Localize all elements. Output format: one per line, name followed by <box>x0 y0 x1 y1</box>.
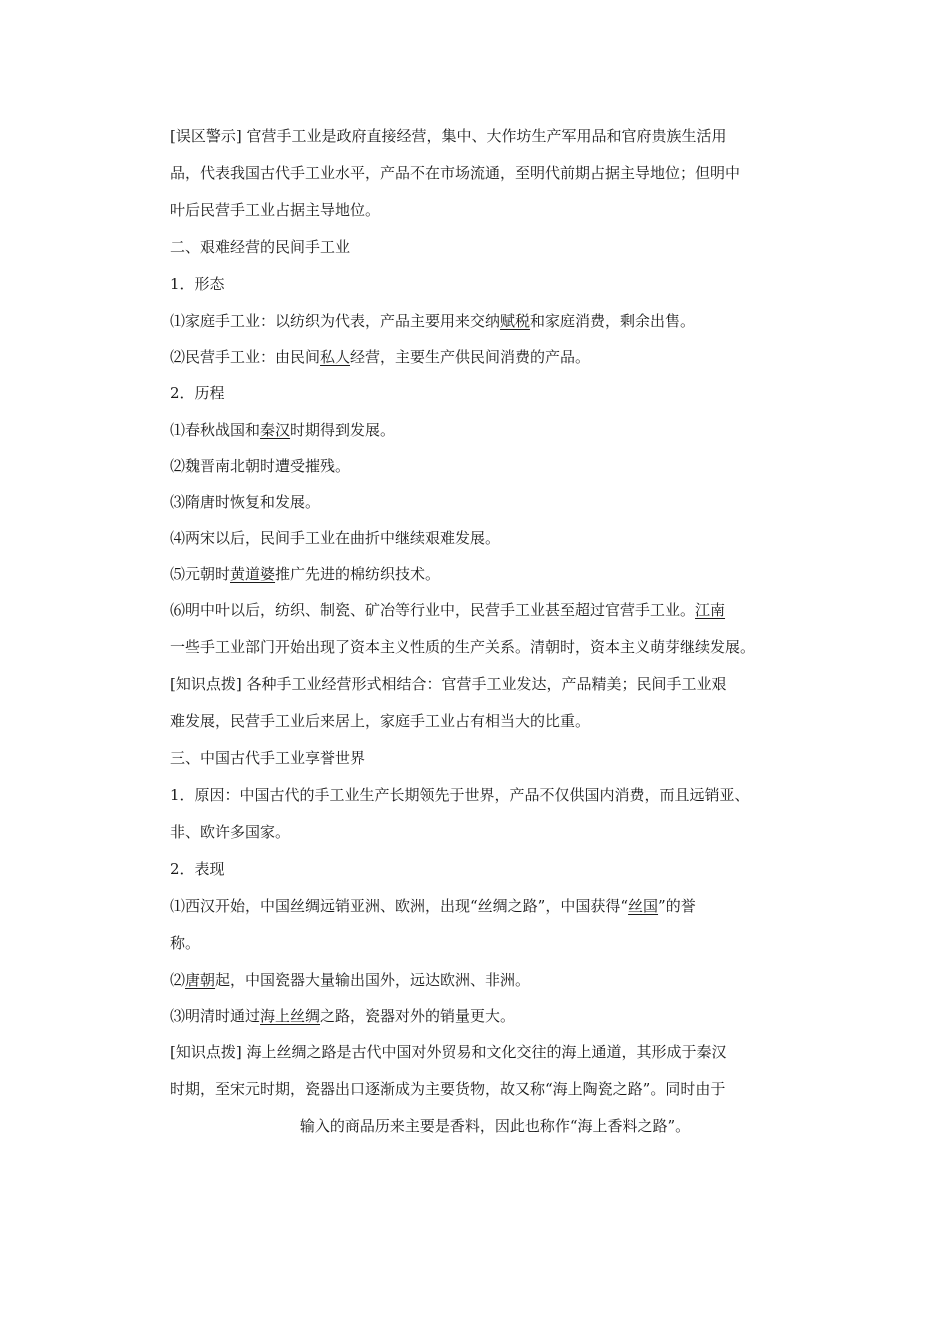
show-item-2-text: ⑵ <box>170 971 186 989</box>
history-item-5-blank: 黄道婆 <box>230 565 276 583</box>
show-item-1-blank: 丝国 <box>628 897 659 915</box>
history-item-6-blank: 江南 <box>695 601 726 619</box>
history-item-6-continued: 一些手工业部门开始出现了资本主义性质的生产关系。清朝时，资本主义萌芽继续发展。 <box>170 638 756 656</box>
tip-2-line-2: 时期，至宋元时期，瓷器出口逐渐成为主要货物，故又称“海上陶瓷之路”。同时由于 <box>170 1080 726 1098</box>
history-heading: 2．历程 <box>170 384 225 402</box>
show-item-3-text: ⑶明清时通过 <box>170 1007 261 1025</box>
history-item-1-blank: 秦汉 <box>260 421 291 439</box>
show-item-2 <box>170 962 820 998</box>
form-item-1 <box>170 303 820 339</box>
document-body <box>170 118 820 1145</box>
show-item-2-blank: 唐朝 <box>185 971 216 989</box>
section-3-title: 三、中国古代手工业享誉世界 <box>170 749 366 767</box>
history-item-1-text: ⑴春秋战国和 <box>170 421 261 439</box>
history-item-6 <box>170 592 820 629</box>
reason-line-1: 1．原因：中国古代的手工业生产长期领先于世界，产品不仅供国内消费，而且远销亚、 <box>170 786 750 804</box>
history-item-4: ⑷两宋以后，民间手工业在曲折中继续艰难发展。 <box>170 529 501 547</box>
show-item-3-text-end: 之路，瓷器对外的销量更大。 <box>320 1007 516 1025</box>
history-item-2: ⑵魏晋南北朝时遭受摧残。 <box>170 457 351 475</box>
history-item-6-text: ⑹明中叶以后，纺织、制瓷、矿冶等行业中，民营手工业甚至超过官营手工业。 <box>170 601 696 619</box>
form-item-2 <box>170 339 820 375</box>
history-item-1 <box>170 412 820 448</box>
history-item-1-text-end: 时期得到发展。 <box>290 421 396 439</box>
show-item-1-text: ⑴西汉开始，中国丝绸远销亚洲、欧洲，出现“丝绸之路”，中国获得“ <box>170 897 629 915</box>
history-item-5-text-end: 推广先进的棉纺织技术。 <box>275 565 441 583</box>
show-item-1-continued: 称。 <box>170 934 201 952</box>
tip-1-line-1: [知识点拨] 各种手工业经营形式相结合：官营手工业发达，产品精美；民间手工业艰 <box>170 675 727 693</box>
tip-2-line-1: [知识点拨] 海上丝绸之路是古代中国对外贸易和文化交往的海上通道，其形成于秦汉 <box>170 1043 727 1061</box>
show-item-3 <box>170 998 820 1034</box>
history-item-3: ⑶隋唐时恢复和发展。 <box>170 493 321 511</box>
form-item-1-text-end: 和家庭消费，剩余出售。 <box>530 312 696 330</box>
form-heading: 1．形态 <box>170 275 225 293</box>
caution-line-2: 品，代表我国古代手工业水平，产品不在市场流通，至明代前期占据主导地位；但明中 <box>170 164 741 182</box>
caution-line-1: [误区警示] 官营手工业是政府直接经营，集中、大作坊生产军用品和官府贵族生活用 <box>170 127 727 145</box>
caution-line-3: 叶后民营手工业占据主导地位。 <box>170 201 381 219</box>
show-item-3-blank: 海上丝绸 <box>260 1007 321 1025</box>
show-item-1 <box>170 888 820 925</box>
form-item-2-text: ⑵民营手工业：由民间 <box>170 348 321 366</box>
tip-1-line-2: 难发展，民营手工业后来居上，家庭手工业占有相当大的比重。 <box>170 712 591 730</box>
history-item-5-text: ⑸元朝时 <box>170 565 231 583</box>
show-heading: 2．表现 <box>170 860 225 878</box>
reason-line-2: 非、欧许多国家。 <box>170 823 291 841</box>
section-2-title: 二、艰难经营的民间手工业 <box>170 238 351 256</box>
form-item-1-blank: 赋税 <box>500 312 531 330</box>
form-item-2-blank: 私人 <box>320 348 351 366</box>
form-item-1-text: ⑴家庭手工业：以纺织为代表，产品主要用来交纳 <box>170 312 501 330</box>
history-item-5 <box>170 556 820 592</box>
show-item-1-text-end: ”的誉 <box>658 897 696 915</box>
show-item-2-text-end: 起，中国瓷器大量输出国外，远达欧洲、非洲。 <box>215 971 531 989</box>
tip-2-line-3: 输入的商品历来主要是香料，因此也称作“海上香料之路”。 <box>299 1117 691 1135</box>
form-item-2-text-end: 经营，主要生产供民间消费的产品。 <box>350 348 591 366</box>
